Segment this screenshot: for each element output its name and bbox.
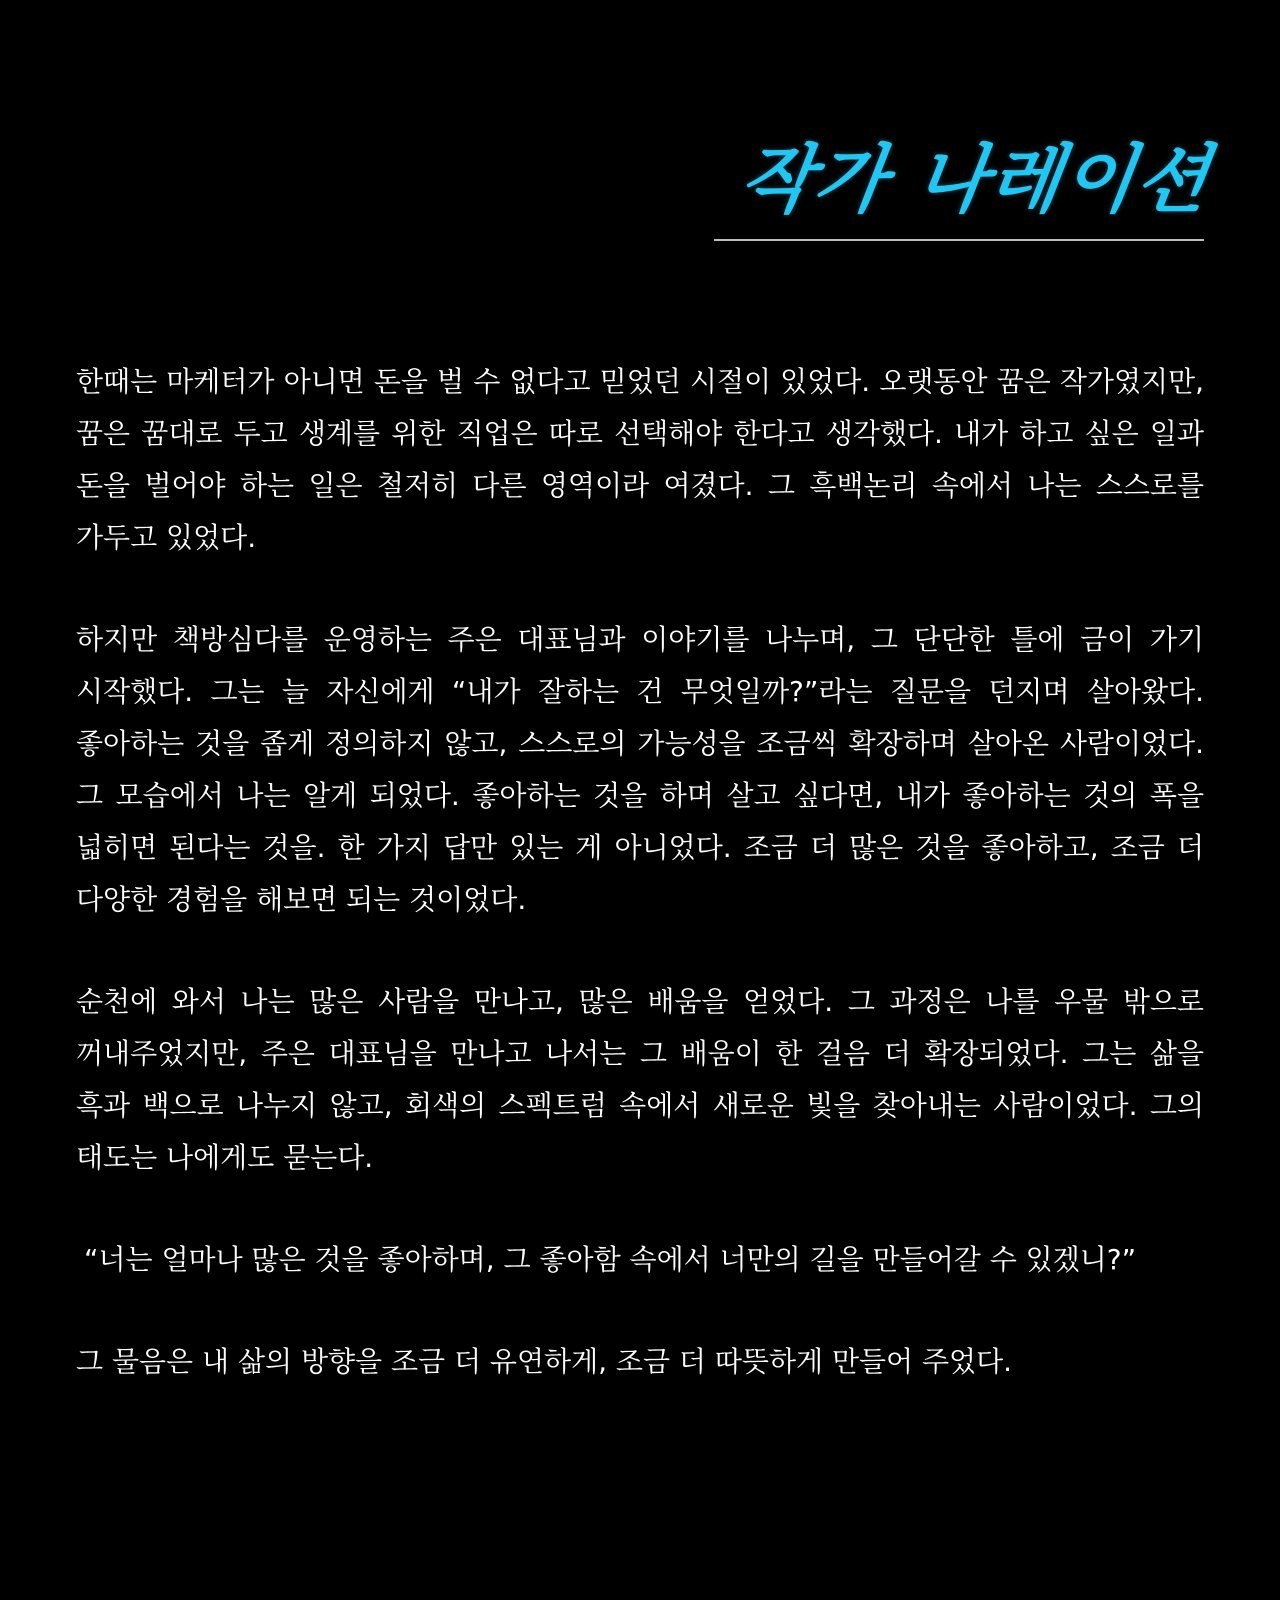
quote-paragraph: “너는 얼마나 많은 것을 좋아하며, 그 좋아함 속에서 너만의 길을 만들어갈 수 있겠니?” <box>84 1243 1137 1276</box>
page-title: 작가 나레이션 <box>735 137 1216 223</box>
narration-body <box>76 356 1204 1438</box>
paragraph-5: 그 물음은 내 삶의 방향을 조금 더 유연하게, 조금 더 따뜻하게 만들어 주었다. <box>76 1345 1013 1378</box>
paragraph-3: 순천에 와서 나는 많은 사람을 만나고, 많은 배움을 얻었다. 그 과정은 나를 우물 밖으로 꺼내주었지만, 주은 대표님을 만나고 나서는 그 배움이 한 걸음 더 확장되었다. 그는 삶을 흑과 백으로 나누지 않고, 회색의 스펙트럼 속에서 새로운 빛을 찾아내는 사람이었다. 그의 태도는 나에게도 묻는다. <box>76 985 1204 1174</box>
paragraph-1: 한때는 마케터가 아니면 돈을 벌 수 없다고 믿었던 시절이 있었다. 오랫동안 꿈은 작가였지만, 꿈은 꿈대로 두고 생계를 위한 직업은 따로 선택해야 한다고 생각했다. 내가 하고 싶은 일과 돈을 벌어야 하는 일은 철저히 다른 영역이라 여겼다. 그 흑백논리 속에서 나는 스스로를 가두고 있었다. <box>76 365 1204 554</box>
paragraph-2: 하지만 책방심다를 운영하는 주은 대표님과 이야기를 나누며, 그 단단한 틀에 금이 가기 시작했다. 그는 늘 자신에게 “내가 잘하는 건 무엇일까?”라는 질문을 던지며 살아왔다. 좋아하는 것을 좁게 정의하지 않고, 스스로의 가능성을 조금씩 확장하며 살아온 사람이었다. 그 모습에서 나는 알게 되었다. 좋아하는 것을 하며 살고 싶다면, 내가 좋아하는 것의 폭을 넓히면 된다는 것을. 한 가지 답만 있는 게 아니었다. 조금 더 많은 것을 좋아하고, 조금 더 다양한 경험을 해보면 되는 것이었다. <box>76 623 1204 916</box>
title-block <box>714 137 1216 241</box>
title-divider <box>714 239 1204 241</box>
